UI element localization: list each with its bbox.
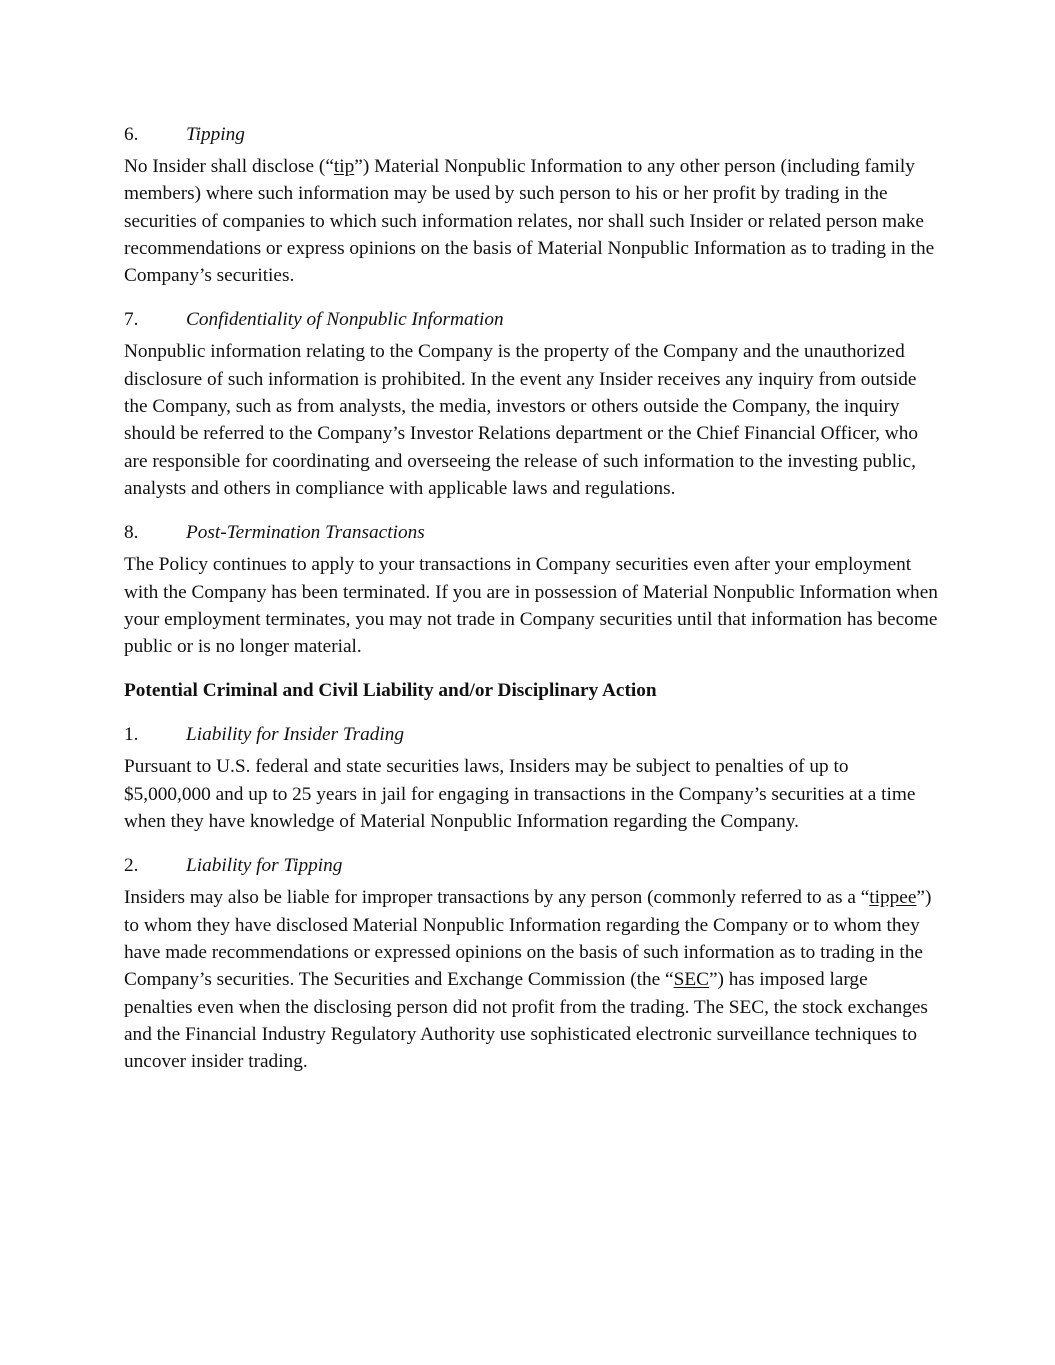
defined-term-tip: tip — [333, 156, 355, 177]
section-heading-insider-trading — [124, 721, 939, 753]
section-heading-tipping — [124, 121, 939, 153]
text-run: ”) to whom they have disclosed Material Nonpublic Information regarding the Company or to whom they have made recommendations or expressed opinions on the basis of such information as to trading in the Company’s securities. The Securities and Exchange Commission (the “ — [124, 887, 932, 991]
section-heading-confidentiality — [124, 306, 939, 338]
paragraph-liability-tipping — [124, 884, 939, 1075]
document-page — [124, 121, 939, 1092]
text-run: ”) has imposed large penalties even when the disclosing person did not profit from the trading. The SEC, the stock exchanges and the Financial Industry Regulatory Authority use sophisticated electronic surveillance techniques to uncover insider trading. — [124, 969, 928, 1073]
section-title: Confidentiality of Nonpublic Information — [186, 309, 504, 331]
paragraph-post-termination: The Policy continues to apply to your transactions in Company securities even after your employment with the Company has been terminated. If you are in possession of Material Nonpublic Information when your employment terminates, you may not trade in Company securities until that information has become public or is no longer material. — [124, 554, 938, 658]
liability-heading: Potential Criminal and Civil Liability and/or Disciplinary Action — [124, 680, 657, 702]
section-number: 7. — [124, 309, 139, 331]
text-run: ”) Material Nonpublic Information to any other person (including family members) where such information may be used by such person to his or her profit by trading in the securities of companies to which such information relates, nor shall such Insider or related person make recommendations or express opinions on the basis of Material Nonpublic Information as to trading in the Company’s securities. — [124, 156, 935, 287]
section-heading-post-termination — [124, 519, 939, 551]
section-number: 1. — [124, 724, 139, 746]
section-heading-liability-tipping — [124, 852, 939, 884]
section-title: Liability for Insider Trading — [186, 724, 405, 746]
text-run: Insiders may also be liable for improper transactions by any person (commonly referred to as a “ — [124, 887, 870, 909]
section-title: Liability for Tipping — [186, 855, 343, 877]
text-run: No Insider shall disclose (“ — [124, 156, 334, 177]
section-title: Tipping — [186, 124, 245, 145]
defined-term-sec: SEC — [673, 969, 709, 991]
section-title: Post-Termination Transactions — [186, 522, 425, 544]
defined-term-tippee: tippee — [869, 887, 917, 909]
section-number: 2. — [124, 855, 139, 877]
section-number: 8. — [124, 522, 139, 544]
paragraph-tipping — [124, 153, 939, 289]
section-number: 6. — [124, 124, 139, 145]
paragraph-confidentiality: Nonpublic information relating to the Company is the property of the Company and the unauthorized disclosure of such information is prohibited. In the event any Insider receives any inquiry from outside the Company, such as from analysts, the media, investors or others outside the Company, the inquiry should be referred to the Company’s Investor Relations department or the Chief Financial Officer, who are responsible for coordinating and overseeing the release of such information to the investing public, analysts and others in compliance with applicable laws and regulations. — [124, 341, 919, 499]
paragraph-insider-trading: Pursuant to U.S. federal and state securities laws, Insiders may be subject to penalties of up to $5,000,000 and up to 25 years in jail for engaging in transactions in the Company’s securities at a time when they have knowledge of Material Nonpublic Information regarding the Company. — [124, 756, 916, 833]
